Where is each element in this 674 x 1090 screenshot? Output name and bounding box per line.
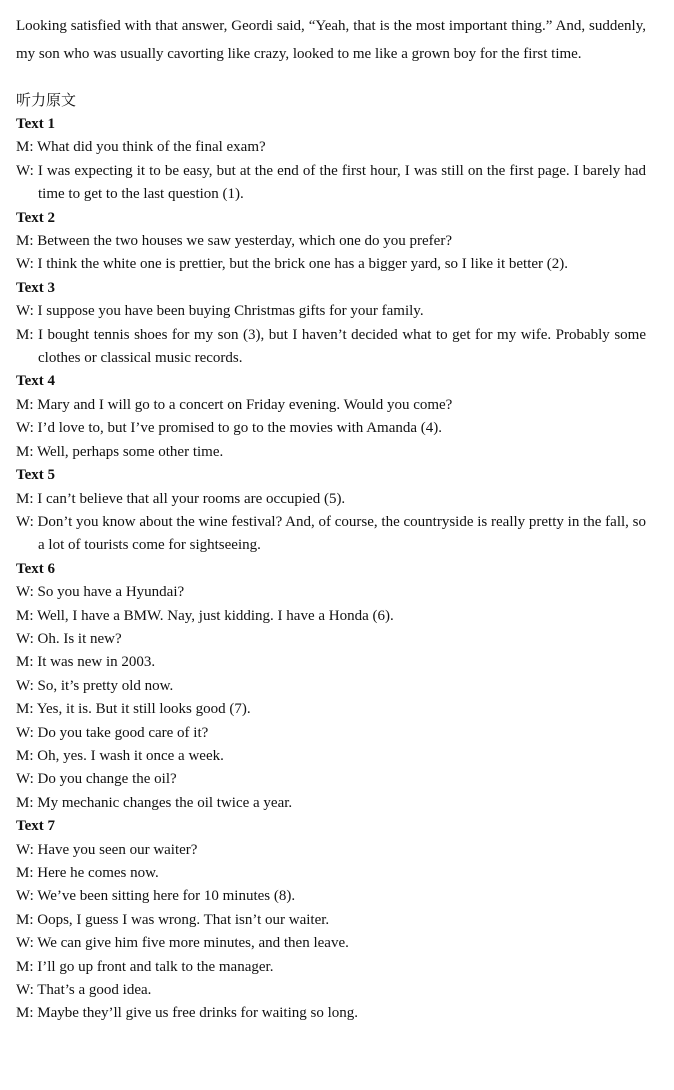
dialogue-line: W: I think the white one is prettier, but the brick one has a bigger yard, so I like it better (2). <box>16 256 569 273</box>
section-heading: 听力原文 <box>16 93 77 109</box>
intro-paragraph: Looking satisfied with that answer, Geordi said, “Yeah, that is the most important thing.” And, suddenly, my son who was usually cavorting like crazy, looked to me like a grown boy for the first time. <box>16 18 646 62</box>
dialogue-line: W: Don’t you know about the wine festival? And, of course, the countryside is really pretty in the fall, so a lot of tourists come for sightseeing. <box>16 513 646 554</box>
dialogue-line: M: It was new in 2003. <box>16 654 156 671</box>
dialogue-line: M: Maybe they’ll give us free drinks for waiting so long. <box>16 1005 359 1022</box>
text-label: Text 3 <box>16 279 56 296</box>
dialogue-line: M: I’ll go up front and talk to the manager. <box>16 958 274 975</box>
text-label: Text 5 <box>16 467 56 484</box>
dialogue-line: W: That’s a good idea. <box>16 982 152 999</box>
dialogue-line: M: Mary and I will go to a concert on Friday evening. Would you come? <box>16 396 453 413</box>
dialogue-line: W: We’ve been sitting here for 10 minutes (8). <box>16 888 296 905</box>
dialogue-line: W: I suppose you have been buying Christmas gifts for your family. <box>16 303 424 320</box>
dialogue-line: W: Do you take good care of it? <box>16 724 209 741</box>
text-label: Text 4 <box>16 373 56 390</box>
text-block <box>16 558 646 815</box>
dialogue-line: M: Here he comes now. <box>16 865 159 881</box>
dialogue-line: M: Well, I have a BMW. Nay, just kidding. I have a Honda (6). <box>16 607 394 624</box>
dialogue-line: M: Oh, yes. I wash it once a week. <box>16 747 224 764</box>
transcript <box>16 113 646 1026</box>
document-page <box>16 12 646 1026</box>
text-block <box>16 815 646 1026</box>
text-block <box>16 464 646 558</box>
dialogue-line: W: I’d love to, but I’ve promised to go to the movies with Amanda (4). <box>16 420 443 437</box>
text-block <box>16 113 646 207</box>
dialogue-line: W: We can give him five more minutes, and then leave. <box>16 935 349 952</box>
text-block <box>16 277 646 371</box>
dialogue-line: W: Have you seen our waiter? <box>16 841 198 858</box>
dialogue-line: M: I can’t believe that all your rooms are occupied (5). <box>16 490 346 507</box>
text-block <box>16 207 646 277</box>
dialogue-line: M: Yes, it is. But it still looks good (7). <box>16 701 251 718</box>
dialogue-line: M: Between the two houses we saw yesterday, which one do you prefer? <box>16 233 452 250</box>
dialogue-line: W: Oh. Is it new? <box>16 630 122 647</box>
dialogue-line: M: I bought tennis shoes for my son (3), but I haven’t decided what to get for my wife. Probably some clothes or classical music records. <box>16 326 646 367</box>
text-label: Text 2 <box>16 209 56 226</box>
dialogue-line: W: So you have a Hyundai? <box>16 584 185 601</box>
text-block <box>16 370 646 464</box>
dialogue-line: M: My mechanic changes the oil twice a year. <box>16 794 293 811</box>
text-label: Text 6 <box>16 560 56 577</box>
dialogue-line: M: Well, perhaps some other time. <box>16 443 224 460</box>
dialogue-line: M: What did you think of the final exam? <box>16 139 266 156</box>
dialogue-line: W: Do you change the oil? <box>16 771 177 788</box>
dialogue-line: W: I was expecting it to be easy, but at the end of the first hour, I was still on the first page. I barely had time to get to the last question (1). <box>16 162 646 203</box>
dialogue-line: W: So, it’s pretty old now. <box>16 677 174 694</box>
text-label: Text 1 <box>16 116 56 132</box>
dialogue-line: M: Oops, I guess I was wrong. That isn’t our waiter. <box>16 911 330 928</box>
text-label: Text 7 <box>16 818 56 835</box>
